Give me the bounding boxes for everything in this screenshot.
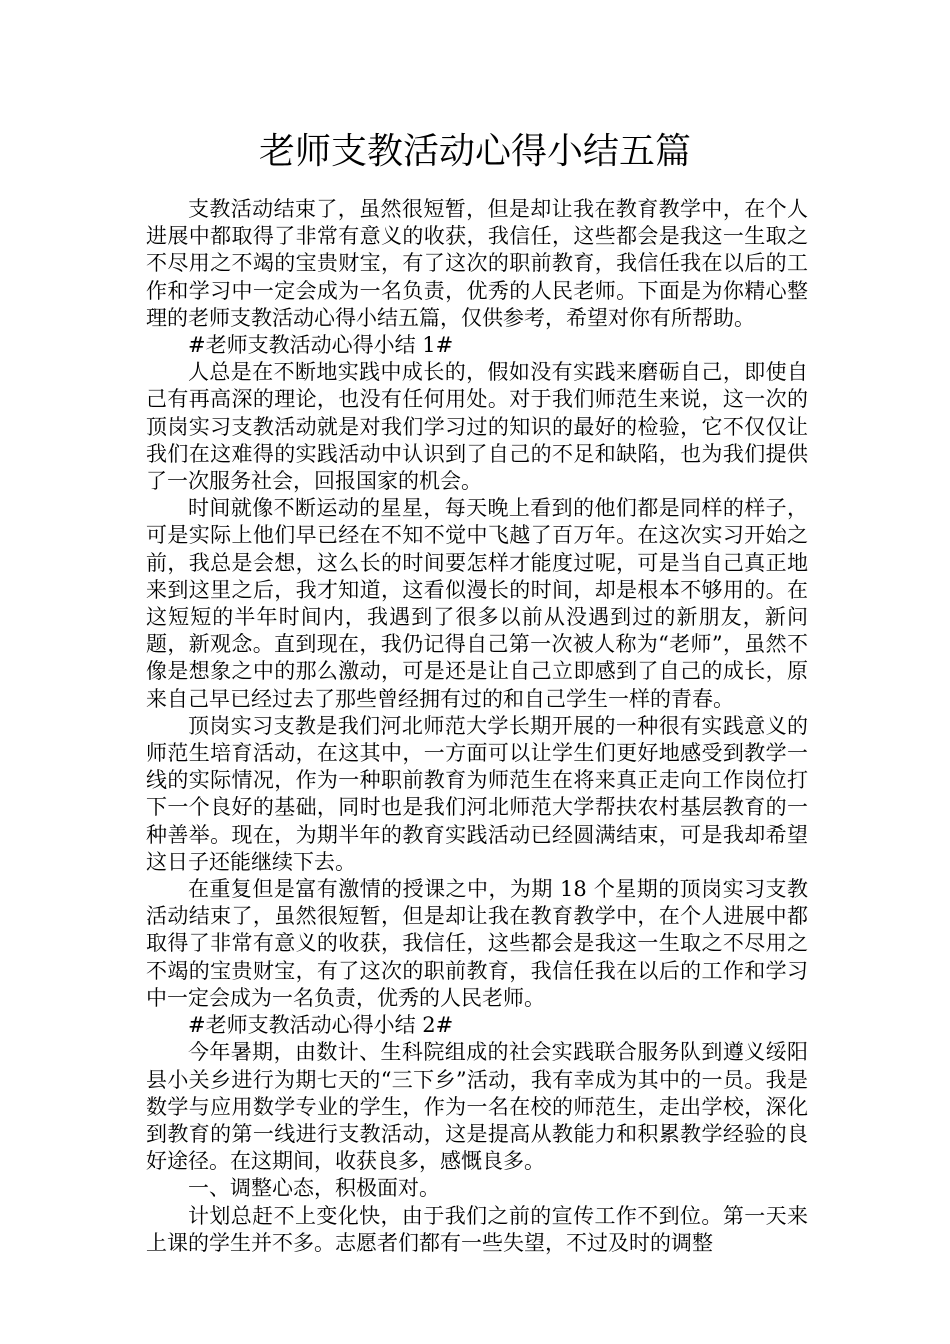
document-body	[146, 196, 808, 1257]
intro-paragraph: 支教活动结束了，虽然很短暂，但是却让我在教育教学中，在个人进展中都取得了非常有意义的收获，我信任，这些都会是我这一生取之不尽用之不竭的宝贵财宝，有了这次的职前教育，我信任我在以后的工作和学习中一定会成为一名负责，优秀的人民老师。下面是为你精心整理的老师支教活动心得小结五篇，仅供参考，希望对你有所帮助。	[146, 197, 808, 330]
document-title: 老师支教活动心得小结五篇	[258, 131, 691, 172]
body-paragraph: 时间就像不断运动的星星，每天晚上看到的他们都是同样的样子，可是实际上他们早已经在不知不觉中飞越了百万年。在这次实习开始之前，我总是会想，这么长的时间要怎样才能度过呢，可是当自己真正地来到这里之后，我才知道，这看似漫长的时间，却是根本不够用的。在这短短的半年时间内，我遇到了很多以前从没遇到过的新朋友，新问题，新观念。直到现在，我仍记得自己第一次被人称为“老师”，虽然不像是想象之中的那么激动，可是还是让自己立即感到了自己的成长，原来自己早已经过去了那些曾经拥有过的和自己学生一样的青春。	[146, 496, 808, 711]
section-heading-1: #老师支教活动心得小结 1#	[188, 333, 454, 358]
body-paragraph: 今年暑期，由数计、生科院组成的社会实践联合服务队到遵义绥阳县小关乡进行为期七天的“三下乡”活动，我有幸成为其中的一员。我是数学与应用数学专业的学生，作为一名在校的师范生，走出学校，深化到教育的第一线进行支教活动，这是提高从教能力和积累教学经验的良好途径。在这期间，收获良多，感慨良多。	[146, 1040, 808, 1174]
body-paragraph: 在重复但是富有激情的授课之中，为期 18 个星期的顶岗实习支教活动结束了，虽然很短暂，但是却让我在教育教学中，在个人进展中都取得了非常有意义的收获，我信任，这些都会是我这一生取之不尽用之不竭的宝贵财宝，有了这次的职前教育，我信任我在以后的工作和学习中一定会成为一名负责，优秀的人民老师。	[146, 877, 808, 1010]
sub-heading: 一、调整心态，积极面对。	[188, 1176, 440, 1201]
section-heading-2: #老师支教活动心得小结 2#	[188, 1013, 454, 1038]
body-paragraph: 人总是在不断地实践中成长的，假如没有实践来磨砺自己，即使自己有再高深的理论，也没有任何用处。对于我们师范生来说，这一次的顶岗实习支教活动就是对我们学习过的知识的最好的检验，它不仅仅让我们在这难得的实践活动中认识到了自己的不足和缺陷，也为我们提供了一次服务社会，回报国家的机会。	[146, 360, 808, 494]
body-paragraph: 计划总赶不上变化快，由于我们之前的宣传工作不到位。第一天来上课的学生并不多。志愿者们都有一些失望，不过及时的调整	[146, 1203, 808, 1255]
body-paragraph: 顶岗实习支教是我们河北师范大学长期开展的一种很有实践意义的师范生培育活动，在这其中，一方面可以让学生们更好地感受到教学一线的实际情况，作为一种职前教育为师范生在将来真正走向工作岗位打下一个良好的基础，同时也是我们河北师范大学帮扶农村基层教育的一种善举。现在，为期半年的教育实践活动已经圆满结束，可是我却希望这日子还能继续下去。	[146, 713, 808, 874]
